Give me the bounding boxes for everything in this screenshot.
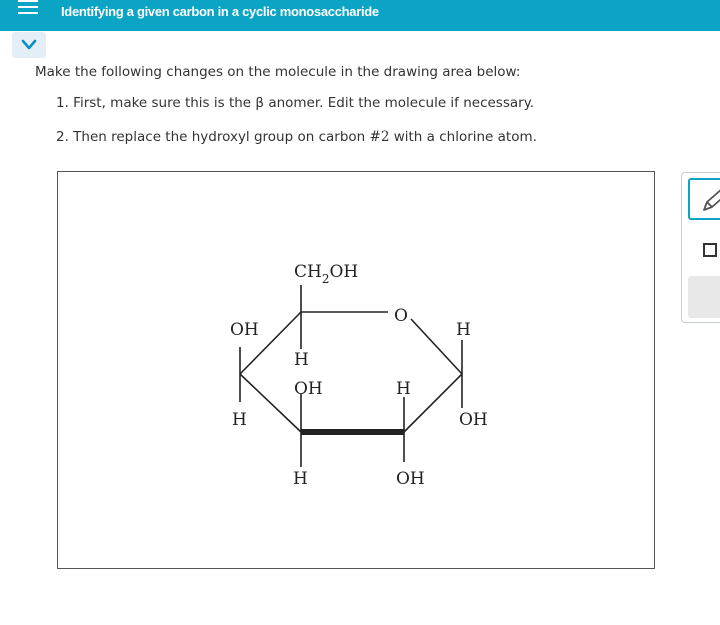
c4-top-label: OH xyxy=(230,320,259,340)
haworth-projection xyxy=(58,172,656,570)
collapse-button[interactable] xyxy=(12,32,46,58)
instruction-step-1: 1. First, make sure this is the β anomer. Edit the molecule if necessary. xyxy=(56,95,535,111)
instructions-intro: Make the following changes on the molecule in the drawing area below: xyxy=(35,64,521,80)
pencil-icon xyxy=(690,180,720,218)
drawing-toolbar xyxy=(681,172,720,323)
eraser-icon[interactable] xyxy=(703,243,717,257)
menu-icon[interactable] xyxy=(18,0,38,14)
drawing-area[interactable] xyxy=(57,171,655,569)
ch2oh-label: $CH_2OH$ xyxy=(294,262,359,286)
header-bar xyxy=(0,0,720,31)
step-2-suffix: with a chlorine atom. xyxy=(389,129,537,145)
step-2-prefix: 2. Then replace the hydroxyl group on carbon xyxy=(56,129,370,145)
c4-bottom-label: H xyxy=(232,410,247,430)
ring-oxygen-label: O xyxy=(394,306,408,326)
c1-top-label: H xyxy=(456,320,471,340)
page-title: Identifying a given carbon in a cyclic monosaccharide xyxy=(61,4,379,19)
tool-button[interactable] xyxy=(688,276,720,318)
chevron-down-icon xyxy=(21,38,37,52)
c3-top-label: OH xyxy=(294,379,323,399)
instruction-step-2 xyxy=(56,129,537,145)
carbon-number: #2 xyxy=(369,129,390,145)
c3-bottom-label: H xyxy=(293,469,308,489)
bond-c1-c2 xyxy=(404,374,462,432)
pencil-tool-button[interactable] xyxy=(688,178,720,220)
c5-bottom-label: H xyxy=(294,350,309,370)
bond-o-c1 xyxy=(411,319,462,374)
c2-top-label: H xyxy=(396,379,411,399)
bond-c4-c3 xyxy=(240,374,301,432)
c2-bottom-label: OH xyxy=(396,469,425,489)
c1-bottom-label: OH xyxy=(459,410,488,430)
